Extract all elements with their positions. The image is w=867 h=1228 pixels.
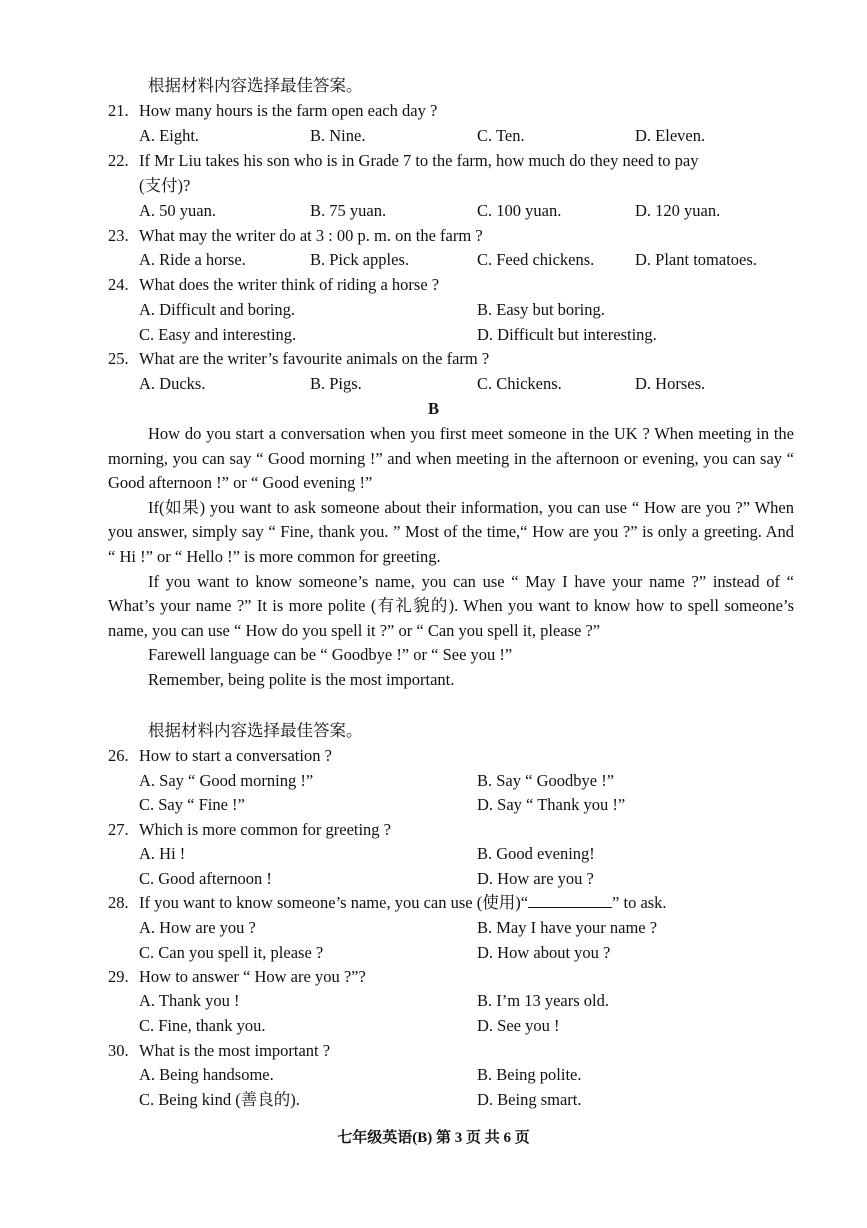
option-b[interactable]: B. Pick apples. <box>310 250 409 269</box>
question-number: 24. <box>108 275 129 294</box>
option-a[interactable]: A. How are you ? <box>139 918 256 937</box>
option-a[interactable]: A. Thank you ! <box>139 991 240 1010</box>
passage-paragraph-4: Farewell language can be “ Goodbye !” or “ See you !” <box>148 645 513 665</box>
option-b[interactable]: B. Good evening! <box>477 844 595 863</box>
option-a[interactable]: A. Ducks. <box>139 374 206 393</box>
option-d[interactable]: D. How are you ? <box>477 869 594 888</box>
instruction-a: 根据材料内容选择最佳答案。 <box>148 76 363 95</box>
option-c[interactable]: C. Easy and interesting. <box>139 325 297 344</box>
option-a[interactable]: A. Say “ Good morning !” <box>139 771 314 790</box>
question-number: 25. <box>108 349 129 368</box>
question-number: 29. <box>108 967 129 986</box>
question-number: 26. <box>108 746 129 765</box>
option-c[interactable]: C. Ten. <box>477 126 525 145</box>
question-text: Which is more common for greeting ? <box>139 820 392 839</box>
option-c[interactable]: C. Fine, thank you. <box>139 1016 266 1035</box>
question-text: What may the writer do at 3 : 00 p. m. on the farm ? <box>139 226 483 245</box>
passage-paragraph-1: How do you start a conversation when you first meet someone in the UK ? When meeting in the morning, you can say “ Good morning !” and when meeting in the afternoon or evening, you can say “ Good afternoon !” or “ Good evening !” <box>108 424 794 493</box>
question-text: How many hours is the farm open each day ? <box>139 101 438 120</box>
question-number: 23. <box>108 226 129 245</box>
option-c[interactable]: C. Being kind (善良的). <box>139 1090 300 1109</box>
passage-paragraph-3: If you want to know someone’s name, you can use “ May I have your name ?” instead of “ What’s your name ?” It is more polite (有礼貌的). When you want to know how to spell someone’s name, you can use “ How do you spell it ?” or “ Can you spell it, please ?” <box>108 571 794 640</box>
option-c[interactable]: C. Say “ Fine !” <box>139 795 245 814</box>
option-c[interactable]: C. Chickens. <box>477 374 562 393</box>
option-a[interactable]: A. Hi ! <box>139 844 186 863</box>
option-a[interactable]: A. Ride a horse. <box>139 250 246 269</box>
question-text: How to start a conversation ? <box>139 746 332 765</box>
option-d[interactable]: D. 120 yuan. <box>635 201 721 220</box>
question-text: What is the most important ? <box>139 1041 331 1060</box>
option-c[interactable]: C. Can you spell it, please ? <box>139 943 324 962</box>
option-b[interactable]: B. Nine. <box>310 126 366 145</box>
option-b[interactable]: B. May I have your name ? <box>477 918 658 937</box>
question-number: 21. <box>108 101 129 120</box>
passage-b <box>108 422 794 693</box>
option-d[interactable]: D. Say “ Thank you !” <box>477 795 626 814</box>
question-text-continued: (支付)? <box>139 176 191 195</box>
instruction-b: 根据材料内容选择最佳答案。 <box>148 721 363 740</box>
option-a[interactable]: A. 50 yuan. <box>139 201 216 220</box>
option-b[interactable]: B. 75 yuan. <box>310 201 387 220</box>
option-d[interactable]: D. Eleven. <box>635 126 706 145</box>
option-c[interactable]: C. Feed chickens. <box>477 250 595 269</box>
option-c[interactable]: C. 100 yuan. <box>477 201 562 220</box>
option-a[interactable]: A. Difficult and boring. <box>139 300 295 319</box>
option-d[interactable]: D. See you ! <box>477 1016 560 1035</box>
question-number: 28. <box>108 893 129 912</box>
option-b[interactable]: B. Pigs. <box>310 374 362 393</box>
option-b[interactable]: B. I’m 13 years old. <box>477 991 609 1010</box>
option-a[interactable]: A. Being handsome. <box>139 1065 274 1084</box>
page-footer: 七年级英语(B) 第 3 页 共 6 页 <box>337 1130 530 1146</box>
passage-paragraph-2: If(如果) you want to ask someone about their information, you can use “ How are you ?” When you answer, simply say “ Fine, thank you. ” Most of the time,“ How are you ?” is only a greeting. And “ Hi !” or “ Hello !” is more common for greeting. <box>108 497 794 566</box>
option-d[interactable]: D. Horses. <box>635 374 706 393</box>
option-d[interactable]: D. Difficult but interesting. <box>477 325 657 344</box>
option-d[interactable]: D. Being smart. <box>477 1090 582 1109</box>
question-number: 22. <box>108 151 129 170</box>
question-text-after: ” to ask. <box>612 893 667 912</box>
option-c[interactable]: C. Good afternoon ! <box>139 869 272 888</box>
question-text: What does the writer think of riding a horse ? <box>139 275 440 294</box>
question-number: 30. <box>108 1041 129 1060</box>
question-text: How to answer “ How are you ?”? <box>139 967 366 986</box>
option-b[interactable]: B. Say “ Goodbye !” <box>477 771 615 790</box>
question-text: If Mr Liu takes his son who is in Grade 7 to the farm, how much do they need to pay <box>139 151 699 170</box>
option-d[interactable]: D. How about you ? <box>477 943 611 962</box>
section-b-title: B <box>427 399 439 418</box>
question-text <box>139 892 667 914</box>
option-d[interactable]: D. Plant tomatoes. <box>635 250 757 269</box>
question-text: What are the writer’s favourite animals on the farm ? <box>139 349 490 368</box>
option-b[interactable]: B. Being polite. <box>477 1065 582 1084</box>
question-text-before: If you want to know someone’s name, you can use (使用)“ <box>139 893 529 912</box>
option-b[interactable]: B. Easy but boring. <box>477 300 605 319</box>
answer-blank[interactable] <box>528 893 612 908</box>
passage-paragraph-5: Remember, being polite is the most important. <box>148 669 455 689</box>
question-number: 27. <box>108 820 129 839</box>
option-a[interactable]: A. Eight. <box>139 126 200 145</box>
